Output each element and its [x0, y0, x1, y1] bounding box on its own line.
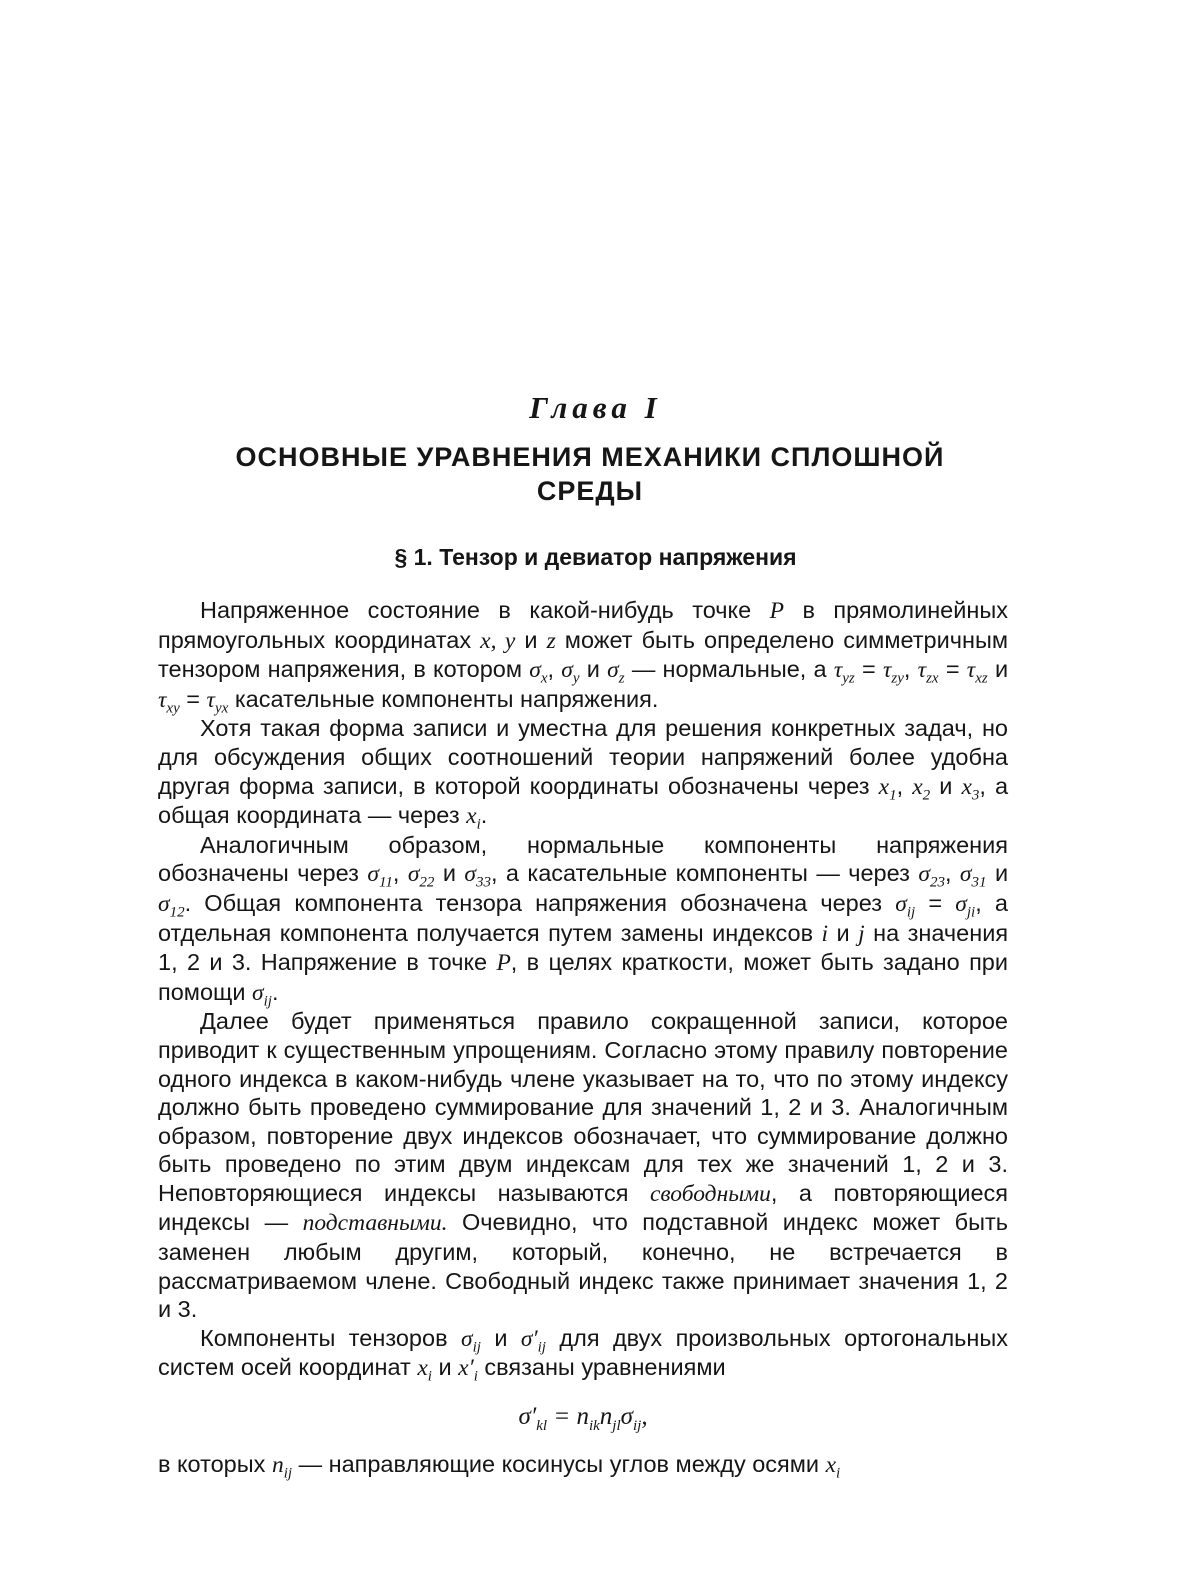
- math-symbol: σ: [529, 657, 541, 684]
- math-symbol: x, y: [480, 627, 516, 654]
- math-subscript: zx: [926, 670, 939, 687]
- math-subscript: y: [572, 670, 580, 687]
- math-subscript: kl: [536, 1418, 548, 1435]
- text-run: может быть определено симметричным тензором напряжения, в котором: [158, 626, 1009, 683]
- math-symbol: x: [466, 803, 477, 830]
- text-run: Далее будет применяться правило сокращенной записи, которое приводит к существенным упрощениям. Согласно этому правилу повторение одного индекса в каком-нибудь члене указывает на то, что по этому индексу должно быть проведено суммирование для значений 1, 2 и 3. Аналогичным образом, повторение двух индексов обозначает, что суммирование должно быть проведено по этим двум индексам для тех же значений 1, 2 и 3. Неповторяющиеся индексы называются: [158, 1008, 1008, 1206]
- math-subscript: 3: [971, 787, 980, 804]
- math-subscript: 2: [922, 787, 931, 804]
- math-symbol: τ: [158, 686, 167, 713]
- math-symbol: τ: [966, 657, 976, 684]
- math-subscript: yz: [842, 670, 855, 687]
- text-run: , в целях краткости, может быть задано при помощи: [158, 949, 1008, 1005]
- math-symbol: i: [821, 920, 829, 947]
- math-punctuation: ,: [641, 1403, 648, 1431]
- chapter-label: Глава I: [529, 390, 662, 425]
- text-run: Напряженное состояние в какой-нибудь точке: [200, 597, 752, 623]
- text-run: — нормальные, а: [631, 656, 827, 683]
- math-subscript: ji: [966, 904, 976, 921]
- math-symbol: P: [769, 598, 784, 624]
- text-run: ,: [392, 860, 400, 887]
- paragraph-1: [158, 596, 1009, 717]
- text-run: и: [994, 656, 1009, 683]
- text-run: и: [442, 860, 456, 887]
- math-symbol: τ: [206, 686, 215, 713]
- math-symbol: τ: [917, 657, 927, 684]
- math-symbol: x: [458, 1355, 469, 1382]
- math-subscript: 1: [889, 787, 897, 804]
- text-run: касательные компоненты напряжения.: [234, 685, 659, 712]
- math-subscript: 22: [419, 875, 435, 892]
- math-subscript: 31: [971, 875, 987, 892]
- math-symbol: σ: [895, 890, 907, 917]
- text-run: ,: [903, 656, 911, 683]
- text-run: Очевидно, что подставной индекс может быть заменен любым другим, который, конечно, не встречается в рассматриваемом члене. Свободный индекс также принимает значения 1, 2 и 3.: [158, 1209, 1009, 1323]
- text-run: и: [939, 772, 953, 799]
- text-run: ,: [547, 656, 555, 683]
- math-subscript: ij: [537, 1339, 546, 1356]
- math-symbol: σ: [561, 657, 573, 684]
- math-subscript: ik: [588, 1418, 600, 1435]
- math-subscript: i: [476, 816, 481, 833]
- text-run: .: [271, 978, 279, 1005]
- math-symbol: σ: [158, 890, 170, 917]
- text-run: — направляющие косинусы углов между осями: [298, 1450, 820, 1477]
- text-run: Хотя такая форма записи и уместна для решения конкретных задач, но для обсуждения общих соотношений теории напряжений более удобна другая форма записи, в которой координаты обозначены через: [158, 715, 1008, 799]
- math-subscript: i: [427, 1369, 432, 1386]
- text-run: и: [438, 1354, 452, 1381]
- math-symbol: x: [961, 773, 972, 800]
- text-run: и: [994, 860, 1009, 887]
- text-run: .: [480, 802, 488, 829]
- math-subscript: ij: [906, 904, 916, 921]
- text-run: связаны уравнениями: [484, 1354, 726, 1381]
- math-symbol: σ: [959, 861, 972, 888]
- text-run: для двух произвольных ортогональных систем осей координат: [158, 1324, 1009, 1381]
- math-symbol: x: [912, 773, 923, 800]
- text-run: ,: [896, 772, 904, 799]
- transformation-formula: [158, 1403, 1008, 1435]
- math-symbol: σ: [252, 979, 264, 1006]
- math-subscript: ij: [472, 1339, 481, 1356]
- chapter-title: ОСНОВНЫЕ УРАВНЕНИЯ МЕХАНИКИ СПЛОШНОЙ СРЕДЫ: [235, 442, 945, 506]
- math-symbol: n: [271, 1451, 284, 1478]
- math-symbol: σ: [607, 657, 619, 684]
- text-run: и: [524, 626, 538, 653]
- math-symbol: j: [858, 920, 865, 947]
- text-run: и: [836, 919, 850, 946]
- math-symbol: σ: [918, 861, 930, 888]
- math-symbol: σ: [520, 1325, 533, 1352]
- math-symbol: σ: [955, 890, 967, 917]
- math-subscript: ij: [263, 993, 272, 1010]
- text-run: и: [494, 1324, 508, 1351]
- math-subscript: xz: [975, 670, 988, 687]
- text-run: на значения 1, 2 и 3. Напряжение в точке: [158, 919, 1009, 976]
- math-symbol: σ: [407, 861, 420, 888]
- math-prime: ′: [530, 1403, 537, 1431]
- math-symbol: P: [496, 950, 511, 977]
- math-subscript: i: [836, 1465, 841, 1482]
- math-symbol: σ: [620, 1403, 633, 1431]
- text-run: ,: [944, 860, 952, 887]
- paragraph-2: [158, 714, 1009, 833]
- math-subscript: x: [540, 670, 548, 687]
- text-run: Аналогичным образом, нормальные компоненты напряжения обозначены через: [158, 831, 1008, 887]
- emphasis-text: свободными: [649, 1180, 771, 1207]
- text-run: Компоненты тензоров: [200, 1324, 448, 1351]
- math-symbol: x: [417, 1355, 428, 1382]
- math-subscript: 11: [378, 875, 393, 892]
- text-run: , а касательные компоненты — через: [490, 860, 910, 887]
- math-subscript: yx: [214, 700, 229, 717]
- text-run: , а отдельная компонента получается путем замены индексов: [158, 889, 1008, 946]
- math-subscript: i: [473, 1369, 478, 1386]
- text-run: =: [862, 656, 876, 683]
- math-operator: =: [553, 1403, 571, 1431]
- math-symbol: σ: [367, 861, 379, 888]
- math-subscript: 33: [475, 875, 491, 892]
- math-symbol: σ: [460, 1325, 473, 1352]
- math-subscript: z: [618, 670, 625, 687]
- text-run: =: [186, 685, 201, 712]
- emphasis-text: подставными.: [302, 1210, 448, 1237]
- math-subscript: ij: [632, 1418, 642, 1435]
- text-run: в которых: [158, 1450, 266, 1477]
- text-run: в прямолинейных прямоугольных координатах: [158, 597, 1008, 653]
- math-symbol: z: [546, 627, 556, 654]
- math-subscript: 23: [929, 875, 945, 892]
- math-subscript: 12: [169, 904, 185, 921]
- math-symbol: n: [576, 1403, 589, 1431]
- math-symbol: σ: [518, 1403, 531, 1431]
- text-run: , а повторяющиеся индексы —: [158, 1179, 1008, 1236]
- paragraph-6: [158, 1450, 1008, 1480]
- text-run: . Общая компонента тензора напряжения обозначена через: [184, 889, 883, 916]
- math-symbol: x: [878, 773, 890, 800]
- text-run: и: [586, 656, 600, 683]
- math-symbol: x: [825, 1451, 837, 1478]
- section-title: § 1. Тензор и девиатор напряжения: [394, 544, 797, 570]
- math-symbol: τ: [882, 657, 892, 684]
- math-subscript: jl: [612, 1418, 621, 1435]
- math-symbol: n: [599, 1403, 613, 1431]
- paragraph-5: [158, 1324, 1009, 1386]
- paragraph-3: [158, 831, 1008, 1008]
- math-subscript: xy: [166, 700, 180, 717]
- text-run: =: [928, 889, 943, 916]
- paragraph-4: [158, 1007, 1008, 1324]
- math-prime: ′: [468, 1355, 474, 1382]
- math-symbol: τ: [833, 657, 843, 684]
- math-symbol: σ: [464, 861, 476, 888]
- math-subscript: ij: [283, 1465, 293, 1482]
- text-run: =: [945, 656, 960, 683]
- text-run: , а общая координата — через: [158, 772, 1009, 829]
- math-prime: ′: [532, 1325, 538, 1352]
- body-text: [158, 596, 1009, 1482]
- math-subscript: zy: [891, 670, 904, 687]
